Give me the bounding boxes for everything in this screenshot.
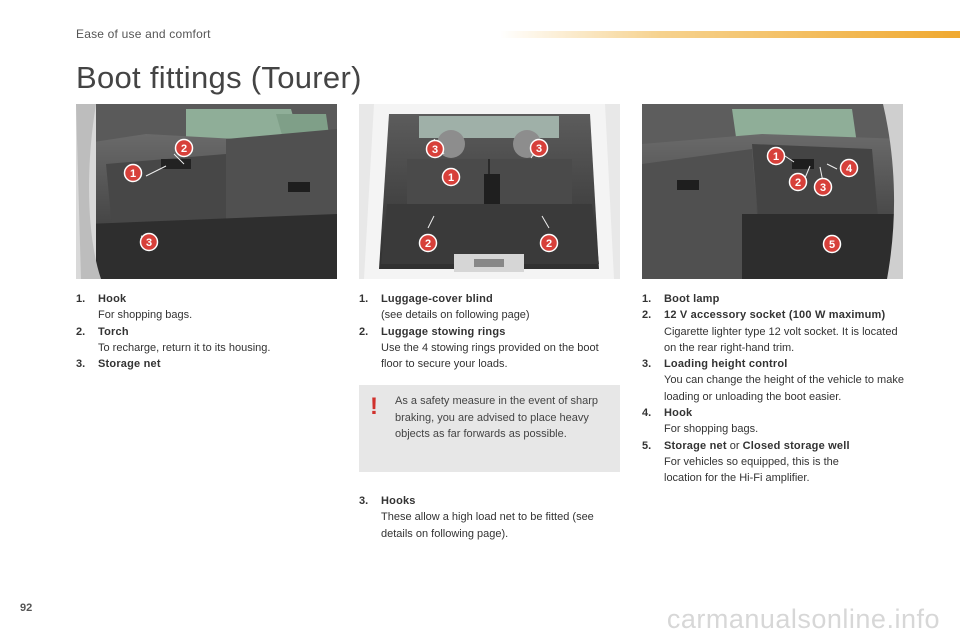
svg-text:1: 1 — [129, 168, 137, 180]
list-item: 2. 12 V accessory socket (100 W maximum) Cigarette lighter type 12 volt socket. It is located on the rear right-hand trim. — [642, 309, 898, 354]
list-item: 5. Storage net or Closed storage well For vehicles so equipped, this is the location for the Hi-Fi amplifier. — [642, 439, 850, 485]
list-item: 1. Boot lamp — [642, 293, 720, 305]
callout-4-icon — [841, 160, 858, 177]
svg-text:2: 2 — [794, 177, 802, 189]
svg-text:3: 3 — [535, 143, 543, 155]
middle-legend — [359, 291, 620, 372]
svg-text:1: 1 — [772, 151, 780, 163]
callout-3-left-icon — [427, 141, 444, 158]
callout-2-right-icon — [541, 235, 558, 252]
boot-photo-right — [642, 104, 903, 279]
svg-text:1: 1 — [447, 172, 455, 184]
callout-2-icon — [176, 140, 193, 157]
boot-photo-left — [76, 104, 337, 279]
middle-legend-continued — [359, 493, 620, 542]
right-legend — [642, 291, 907, 487]
callout-1-icon — [125, 165, 142, 182]
list-item: 4. Hook For shopping bags. — [642, 407, 759, 436]
warning-text: As a safety measure in the event of sharp braking, you are advised to place heavy objects as far forwards as possible. — [395, 395, 599, 440]
safety-warning-box — [359, 385, 620, 472]
svg-text:2: 2 — [545, 238, 553, 250]
svg-text:5: 5 — [828, 239, 836, 251]
svg-text:3: 3 — [431, 144, 439, 156]
watermark: carmanualsonline.info — [666, 604, 940, 634]
callout-1-icon — [768, 148, 785, 165]
section-header: Ease of use and comfort — [76, 27, 211, 41]
list-item: 3. Hooks These allow a high load net to be fitted (see details on following page). — [359, 495, 594, 540]
page-title: Boot fittings (Tourer) — [76, 60, 362, 95]
list-item: 1. Hook For shopping bags. — [76, 293, 193, 322]
list-item: 3. Loading height control You can change the height of the vehicle to make loading or unloading the boot easier. — [642, 358, 904, 403]
callout-1-icon — [443, 169, 460, 186]
svg-text:2: 2 — [424, 238, 432, 250]
callout-3-right-icon — [531, 140, 548, 157]
list-item: 2. Torch To recharge, return it to its housing. — [76, 325, 271, 354]
callout-3-icon — [815, 179, 832, 196]
callout-2-icon — [790, 174, 807, 191]
svg-text:2: 2 — [180, 143, 188, 155]
left-legend — [76, 291, 337, 372]
callout-3-icon — [141, 234, 158, 251]
page-number: 92 — [20, 602, 33, 614]
list-item: 1. Luggage-cover blind (see details on following page) — [359, 293, 530, 322]
svg-text:3: 3 — [819, 182, 827, 194]
svg-text:4: 4 — [845, 163, 853, 175]
boot-photo-middle — [359, 104, 620, 279]
list-item: 3. Storage net — [76, 358, 161, 371]
svg-text:3: 3 — [145, 237, 153, 249]
warning-exclamation-icon: ! — [370, 393, 378, 420]
callout-2-left-icon — [420, 235, 437, 252]
list-item: 2. Luggage stowing rings Use the 4 stowing rings provided on the boot floor to secure your loads. — [359, 325, 599, 371]
header-accent-bar — [500, 31, 960, 38]
callout-5-icon — [824, 236, 841, 253]
